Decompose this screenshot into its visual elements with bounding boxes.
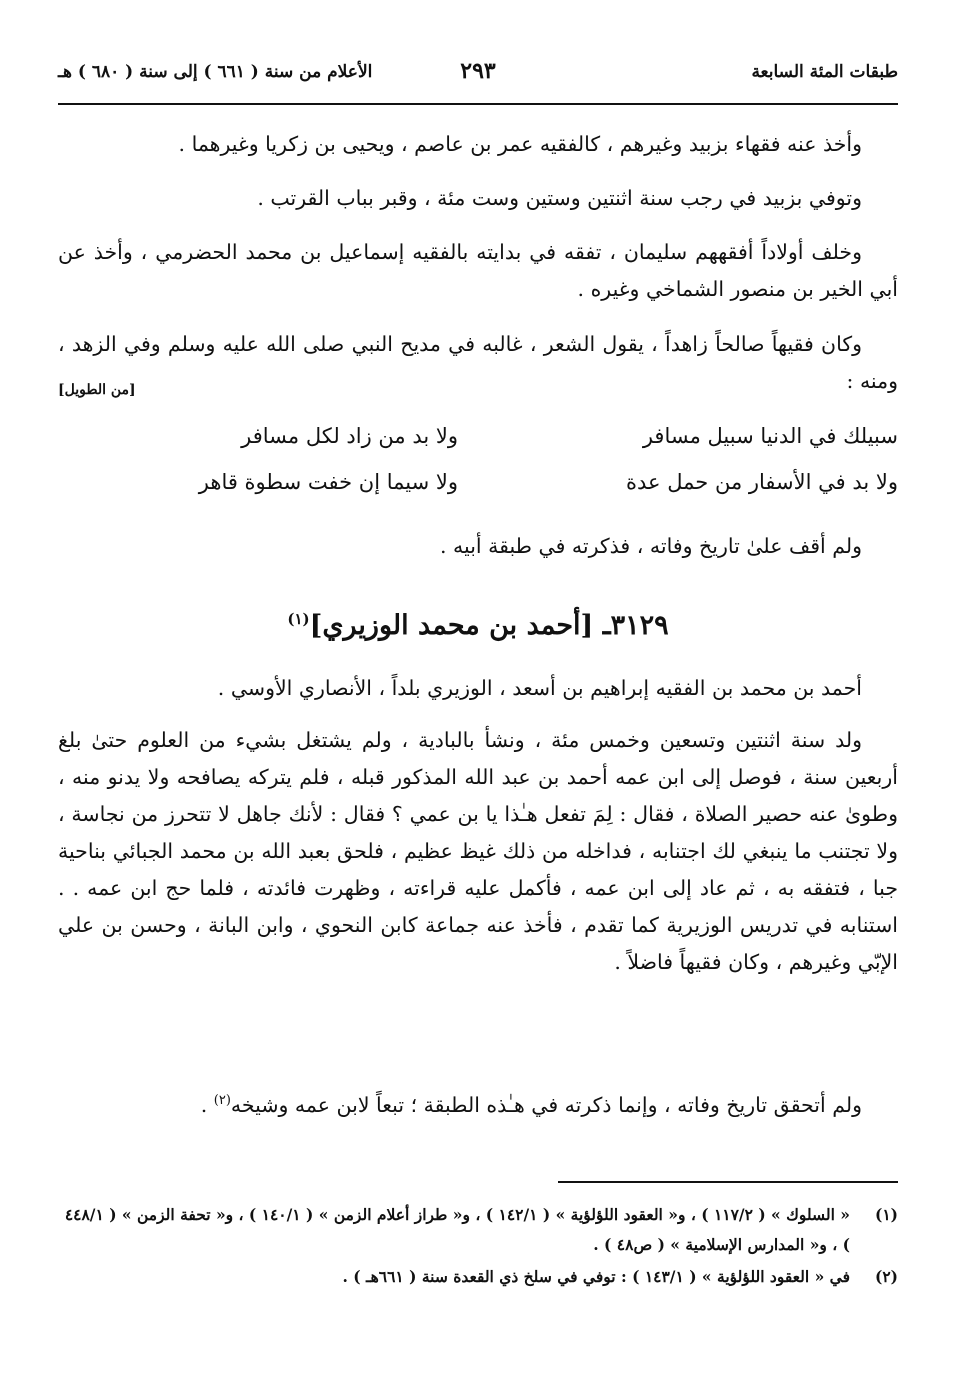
paragraph: وأخذ عنه فقهاء بزبيد وغيرهم ، كالفقيه عمر بن عاصم ، ويحيى بن زكريا وغيرهما .: [178, 132, 862, 156]
paragraph: ولم أقف علىٰ تاريخ وفاته ، فذكرته في طبقة أبيه .: [440, 534, 862, 558]
verse-second-hemistich: ولا سيما إن خفت سطوة قاهر: [198, 470, 458, 494]
verse-first-hemistich: ولا بد في الأسفار من حمل عدة: [626, 470, 898, 494]
meter-label: [من الطويل]: [58, 382, 136, 398]
footnote-ref: (٢): [213, 1093, 231, 1108]
footnote: [58, 1262, 898, 1292]
verse-first-hemistich: سبيلك في الدنيا سبيل مسافر: [642, 424, 898, 448]
header-divider: [58, 103, 898, 105]
verse-line: [58, 470, 898, 510]
footnote-text: في « العقود اللؤلؤية » ( ١٤٣/١ ) : توفي في سلخ ذي القعدة سنة ( ٦٦١هـ ) .: [342, 1267, 850, 1286]
footnote-ref: (١): [287, 610, 310, 628]
footnote-divider: [558, 1181, 898, 1183]
header-year-range: الأعلام من سنة ( ٦٦١ ) إلى سنة ( ٦٨٠ ) هـ: [58, 62, 373, 82]
footnote-number: (٢): [874, 1267, 898, 1286]
paragraph: [58, 1082, 898, 1124]
footnote-text: « السلوك » ( ١١٧/٢ ) ، و« العقود اللؤلؤية » ( ١٤٢/١ ) ، و« طراز أعلام الزمن » ( ١٤٠/١ ) ، و« تحفة الزمن » ( ٤٤٨/١ ) ، و« المدارس الإسلامية » ( ص٤٨ ) .: [64, 1205, 850, 1254]
final-punctuation: .: [200, 1092, 214, 1117]
verse-line: [58, 424, 898, 464]
final-sentence: ولم أتحقق تاريخ وفاته ، وإنما ذكرته في هـٰذه الطبقة ؛ تبعاً لابن عمه وشيخه: [230, 1092, 862, 1117]
footnote-number: (١): [874, 1205, 898, 1224]
paragraph: وكان فقيهاً صالحاً زاهداً ، يقول الشعر ، غالبه في مديح النبي صلى الله عليه وسلم وفي الزهد ، ومنه :: [58, 332, 898, 393]
page-number: ٢٩٣: [460, 58, 496, 84]
running-header: [58, 58, 898, 98]
paragraph: وتوفي بزبيد في رجب سنة اثنتين وستين وست مئة ، وقبر بباب القرتب .: [257, 186, 862, 210]
entry-title: [0, 610, 956, 641]
footnote: [58, 1200, 898, 1260]
entry-title-text: ٣١٢٩ـ [أحمد بن محمد الوزيري]: [309, 610, 669, 641]
paragraph: ولد سنة اثنتين وتسعين وخمس مئة ، ونشأ بالبادية ، ولم يشتغل بشيء من العلوم حتىٰ بلغ أربعين سنة ، فوصل إلى ابن عمه أحمد بن عبد الله المذكور قبله ، فلم يتركه يصافحه ولا يدنو منه ، وطوىٰ عنه حصير الصلاة ، فقال : لِمَ تفعل هـٰذا يا بن عمي ؟ فقال : لأنك جاهل لا تتحرز من نجاسة ، ولا تجتنب ما ينبغي لك اجتنابه ، فداخله من ذلك غيظ عظيم ، فلحق بعبد الله بن محمد الجبائي بناحية جبا ، فتفقه به ، ثم عاد إلى ابن عمه ، فأكمل عليه قراءته ، وظهرت فائدته ، فلما حج ابن عمه . . استنابه في تدريس الوزيرية كما تقدم ، فأخذ عنه جماعة كابن النحوي ، وابن البانة ، وحسن بن علي الإبّي وغيرهم ، وكان فقيهاً فاضلاً .: [58, 728, 898, 974]
header-section-title: طبقات المئة السابعة: [751, 62, 898, 82]
paragraph: أحمد بن محمد بن الفقيه إبراهيم بن أسعد ، الوزيري بلداً ، الأنصاري الأوسي .: [217, 676, 862, 700]
paragraph: وخلف أولاداً أفقههم سليمان ، تفقه في بدايته بالفقيه إسماعيل بن محمد الحضرمي ، وأخذ عن أبي الخير بن منصور الشماخي وغيره .: [58, 240, 898, 301]
verse-second-hemistich: ولا بد من زاد لكل مسافر: [241, 424, 458, 448]
